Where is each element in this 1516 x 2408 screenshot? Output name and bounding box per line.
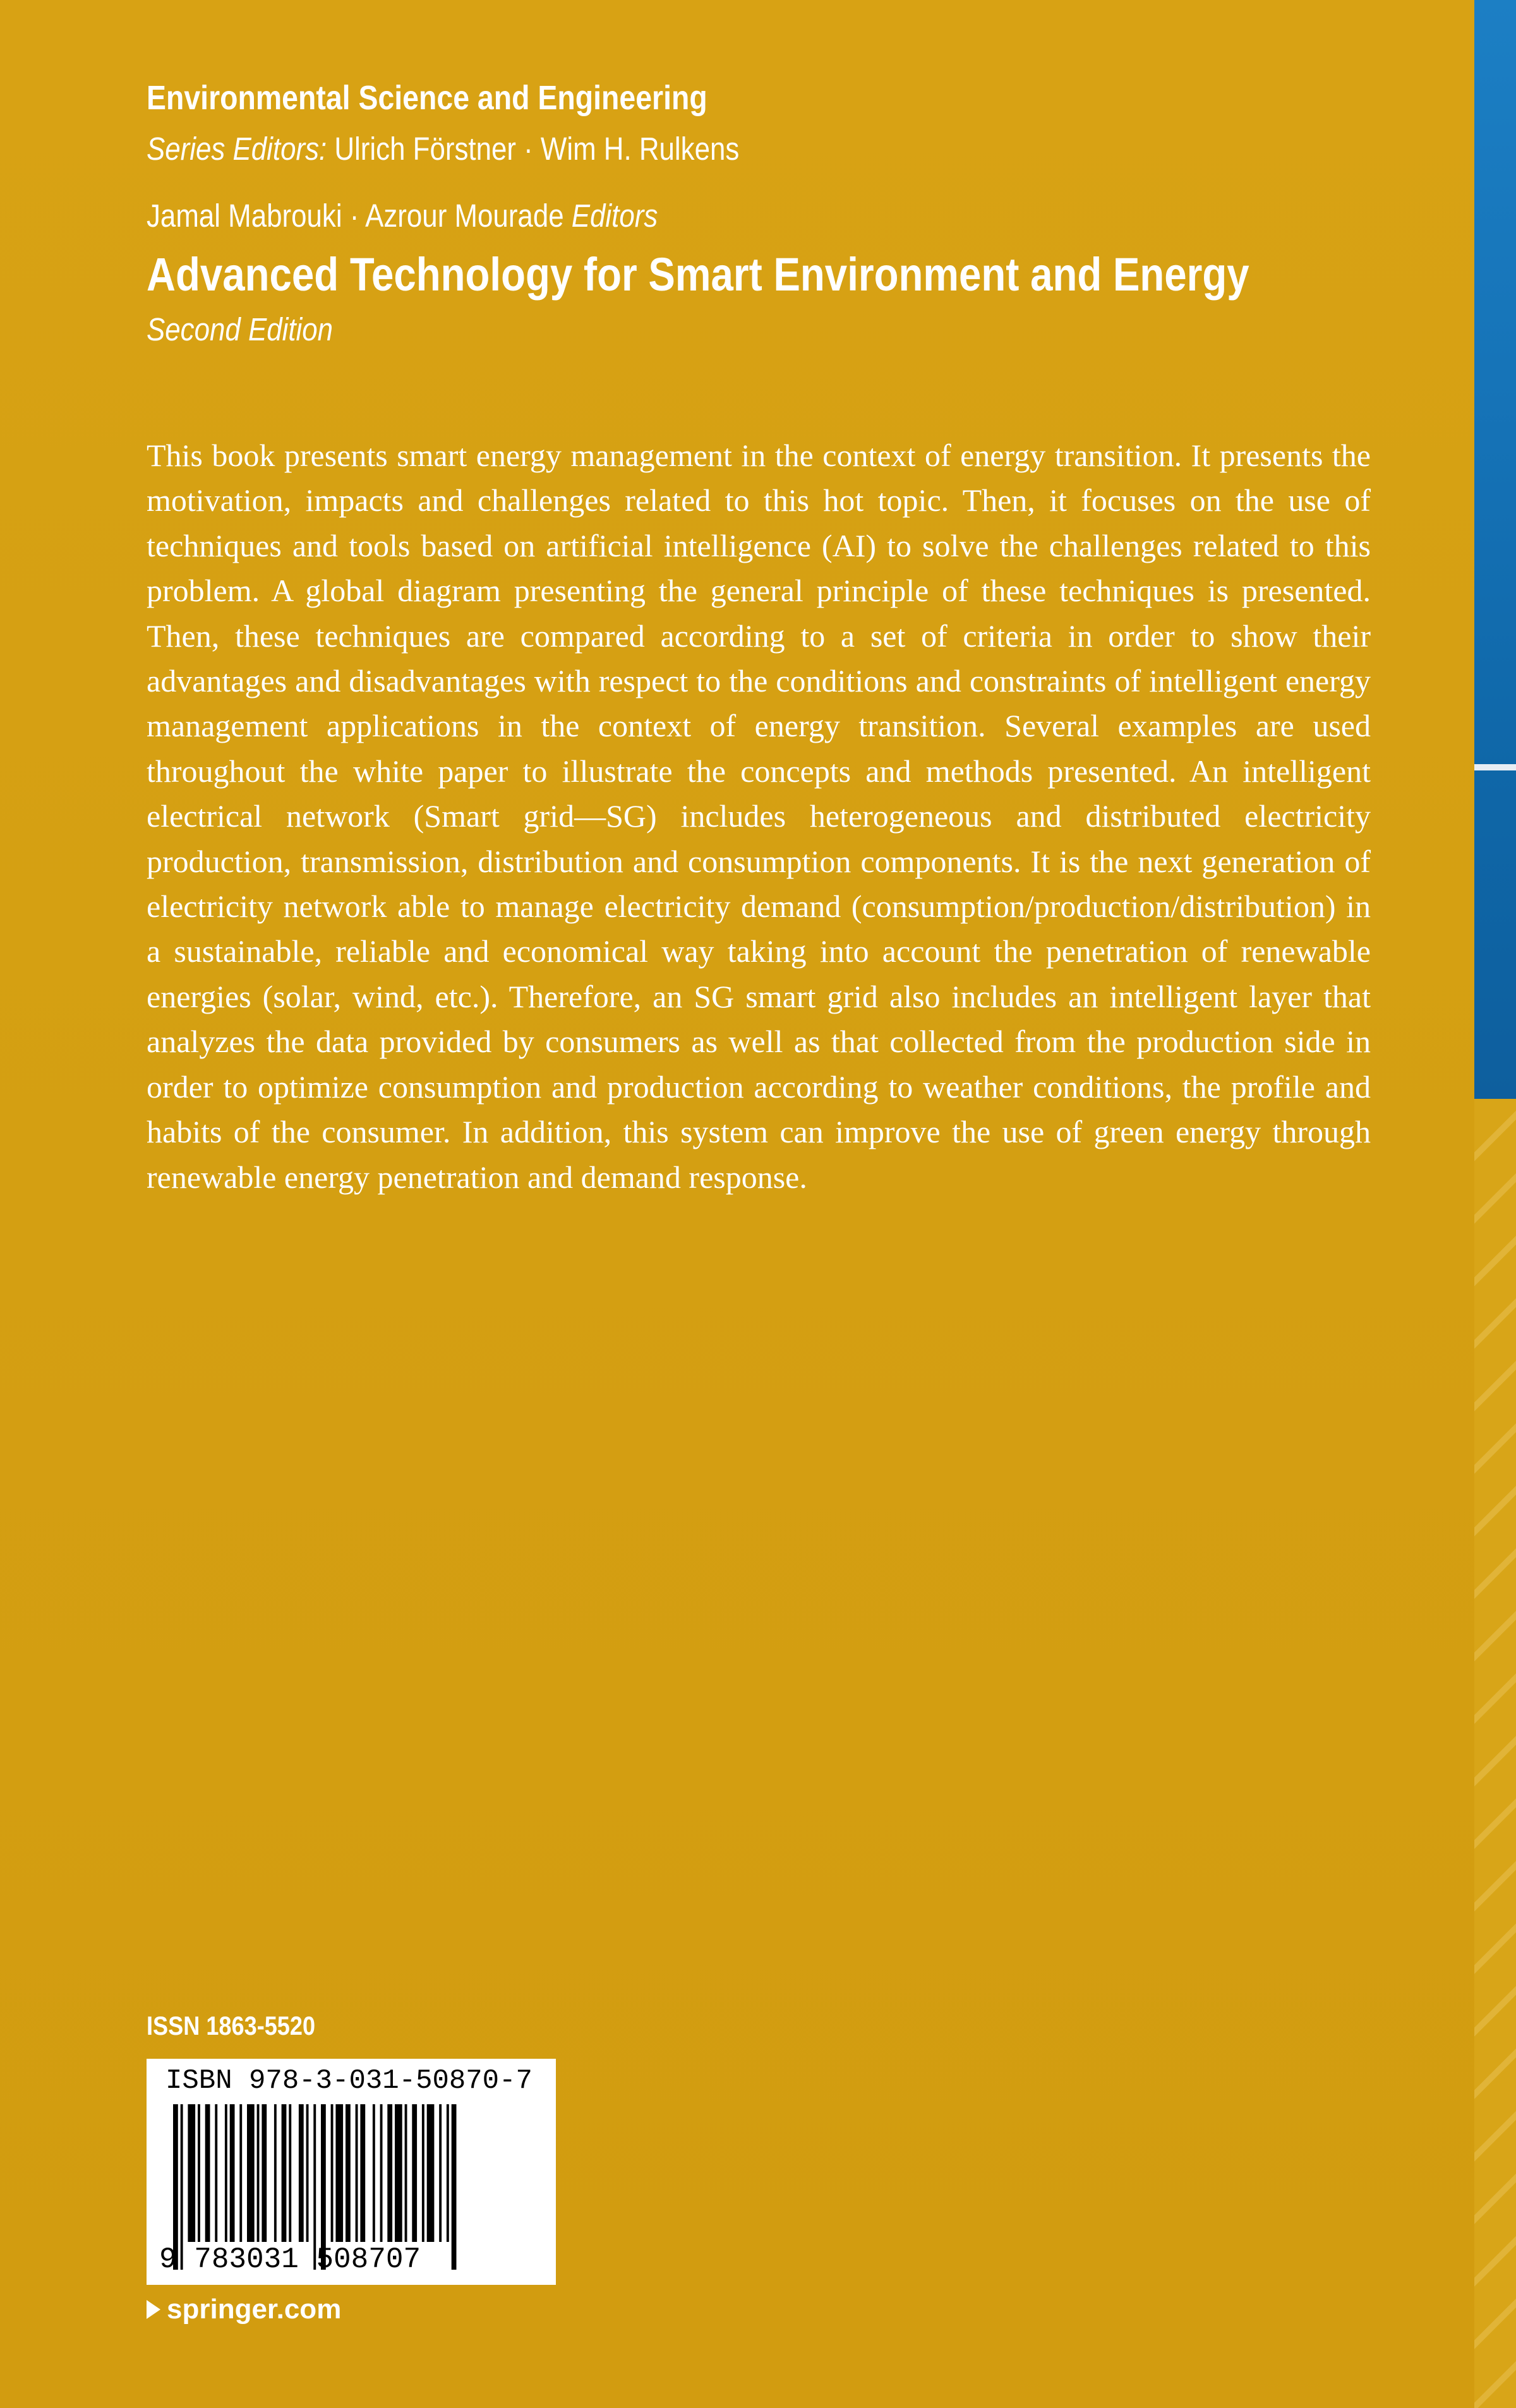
authors-role: Editors bbox=[571, 198, 658, 234]
barcode bbox=[147, 2059, 556, 2285]
spine-blue-band bbox=[1474, 0, 1516, 1099]
barcode-bar bbox=[306, 2104, 309, 2242]
spine-edge bbox=[1474, 0, 1516, 2408]
book-description: This book presents smart energy management in the context of energy transition. It presents the motivation, impacts and challenges related to this hot topic. Then, it focuses on the use of techniques and tools based on artificial intelligence (AI) to solve the challenges related to this problem. A global diagram presenting the general principle of these techniques is presented. Then, these techniques are compared according to a set of criteria in order to show their advantages and disadvantages with respect to the conditions and constraints of intelligent energy management applications in the context of energy transition. Several examples are used throughout the white paper to illustrate the concepts and methods presented. An intelligent electrical network (Smart grid—SG) includes heterogeneous and distributed electricity production, transmission, distribution and consumption components. It is the next generation of electricity network able to manage electricity demand (consumption/production/distribution) in a sustainable, reliable and economical way taking into account the penetration of renewable energies (solar, wind, etc.). Therefore, an SG smart grid also includes an intelligent layer that analyzes the data provided by consumers as well as that collected from the production side in order to optimize consumption and production according to weather conditions, the profile and habits of the consumer. In addition, this system can improve the use of green energy through renewable energy penetration and demand response. bbox=[147, 438, 1371, 1195]
barcode-bar bbox=[225, 2104, 227, 2242]
barcode-bar bbox=[257, 2104, 260, 2242]
barcode-bar bbox=[346, 2104, 351, 2242]
barcode-bar bbox=[412, 2104, 417, 2242]
barcode-bar bbox=[331, 2104, 334, 2242]
issn: ISSN 1863-5520 bbox=[147, 2011, 316, 2040]
barcode-bar bbox=[239, 2104, 242, 2242]
series-editors-label: Series Editors: bbox=[147, 131, 327, 167]
publisher-link[interactable] bbox=[147, 2294, 341, 2325]
barcode-bar bbox=[335, 2104, 343, 2242]
barcode-bar bbox=[387, 2104, 392, 2242]
barcode-bar bbox=[380, 2104, 383, 2242]
barcode-bar bbox=[299, 2104, 304, 2242]
authors-names: Jamal Mabrouki · Azrour Mourade bbox=[147, 198, 564, 234]
barcode-bar bbox=[230, 2104, 235, 2242]
barcode-bar bbox=[274, 2104, 277, 2242]
barcode-bar bbox=[395, 2104, 402, 2242]
barcode-bar bbox=[289, 2104, 291, 2242]
book-edition: Second Edition bbox=[147, 311, 334, 347]
barcode-bar bbox=[360, 2104, 365, 2242]
barcode-bar bbox=[262, 2104, 267, 2242]
spine-stripes bbox=[1474, 1099, 1516, 2408]
barcode-bar bbox=[205, 2104, 210, 2242]
barcode-bar bbox=[452, 2104, 457, 2270]
ean-digits: 9 783031 508707 bbox=[159, 2243, 421, 2276]
barcode-bar bbox=[422, 2104, 424, 2242]
spine-divider bbox=[1474, 764, 1516, 770]
barcode-bar bbox=[215, 2104, 217, 2242]
barcode-bar bbox=[447, 2104, 449, 2242]
barcode-bar bbox=[282, 2104, 287, 2242]
barcode-bar bbox=[247, 2104, 255, 2242]
barcode-bar bbox=[188, 2104, 195, 2242]
series-editors-names: Ulrich Förstner · Wim H. Rulkens bbox=[334, 131, 740, 167]
barcode-bar bbox=[405, 2104, 407, 2242]
barcode-bar bbox=[198, 2104, 200, 2242]
isbn-text: ISBN 978-3-031-50870-7 bbox=[165, 2065, 532, 2097]
book-title: Advanced Technology for Smart Environment and Energy bbox=[147, 248, 1249, 301]
series-editors bbox=[147, 130, 739, 167]
arrow-right-icon bbox=[147, 2300, 160, 2319]
barcode-bar bbox=[439, 2104, 442, 2242]
publisher-url: springer.com bbox=[167, 2294, 342, 2325]
barcode-bar bbox=[356, 2104, 358, 2242]
book-authors bbox=[147, 197, 658, 234]
barcode-bar bbox=[373, 2104, 375, 2242]
barcode-bar bbox=[427, 2104, 435, 2242]
series-name: Environmental Science and Engineering bbox=[147, 79, 707, 117]
